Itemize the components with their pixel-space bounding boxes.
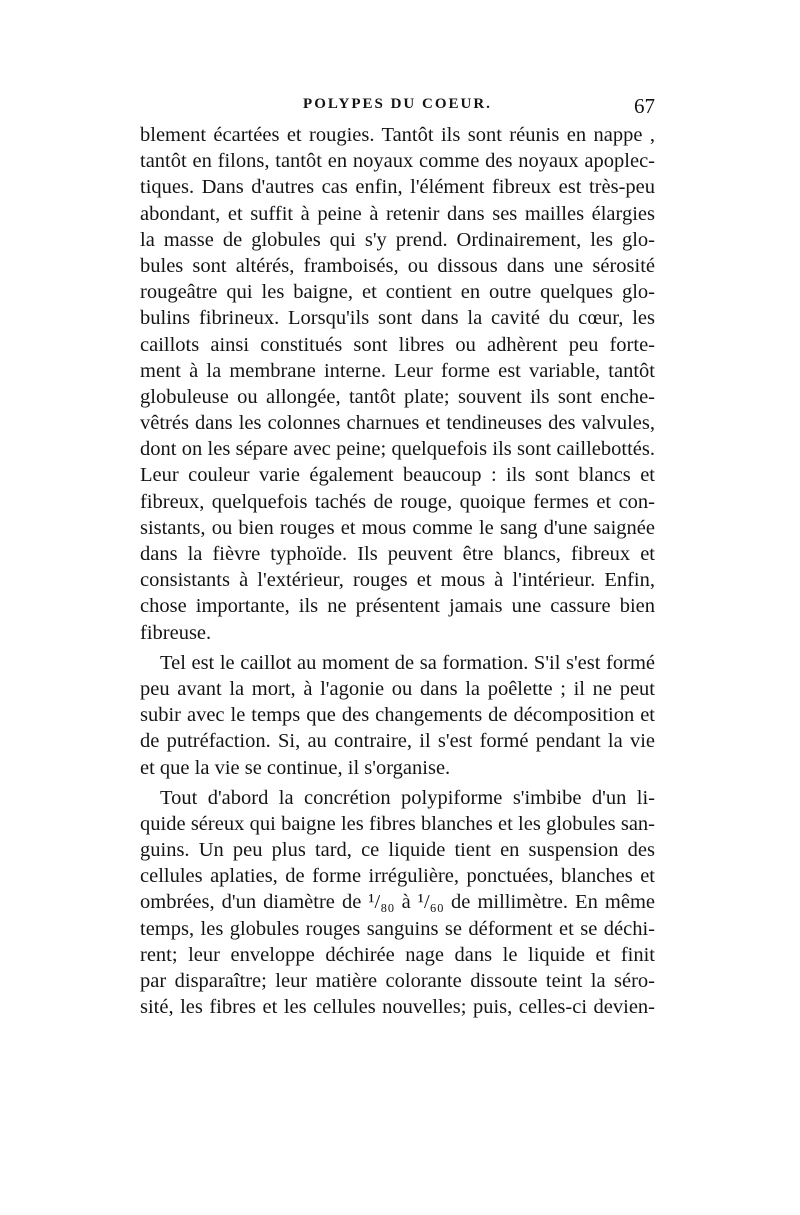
text-line: Tout d'abord la concrétion polypiforme s'imbibe d'un li-	[160, 786, 655, 809]
text-line: guins. Un peu plus tard, ce liquide tient en suspension des	[140, 839, 655, 862]
text-line: Leur couleur varie également beaucoup : ils sont blancs et	[140, 464, 655, 487]
running-head	[140, 96, 655, 120]
text-line: peu avant la mort, à l'agonie ou dans la poêlette ; il ne peut	[140, 677, 655, 700]
text-line: fibreuse.	[140, 621, 212, 644]
text-line: ombrées, d'un diamètre de ¹/₈₀ à ¹/₆₀ de millimètre. En même	[140, 891, 655, 914]
text-line: tantôt en filons, tantôt en noyaux comme des noyaux apoplec-	[140, 150, 655, 173]
text-line: dont on les sépare avec peine; quelquefois ils sont caillebottés.	[140, 438, 655, 461]
text-line: rent; leur enveloppe déchirée nage dans le liquide et finit	[140, 943, 655, 966]
text-line: sité, les fibres et les cellules nouvelles; puis, celles-ci devien-	[140, 996, 655, 1019]
text-line: caillots ainsi constitués sont libres ou adhèrent peu forte-	[140, 333, 655, 356]
running-title: POLYPES DU COEUR.	[303, 96, 492, 112]
text-line: la masse de globules qui s'y prend. Ordinairement, les glo-	[140, 228, 655, 251]
text-line: subir avec le temps que des changements de décomposition et	[140, 704, 655, 727]
paragraph	[140, 785, 655, 1021]
text-line: par disparaître; leur matière colorante dissoute teint la séro-	[140, 970, 655, 992]
page-number: 67	[634, 94, 655, 118]
text-line: bules sont altérés, framboisés, ou dissous dans une sérosité	[140, 254, 655, 277]
text-line: abondant, et suffit à peine à retenir dans ses mailles élargies	[140, 202, 655, 225]
text-line: de putréfaction. Si, au contraire, il s'est formé pendant la vie	[140, 730, 655, 753]
text-line: vêtrés dans les colonnes charnues et tendineuses des valvules,	[140, 412, 655, 435]
text-line: tiques. Dans d'autres cas enfin, l'élément fibreux est très-peu	[140, 176, 655, 199]
text-line: dans la fièvre typhoïde. Ils peuvent être blancs, fibreux et	[140, 543, 655, 565]
text-line: quide séreux qui baigne les fibres blanches et les globules san-	[140, 812, 655, 835]
text-line: cellules aplaties, de forme irrégulière, ponctuées, blanches et	[140, 865, 655, 888]
text-line: chose importante, ils ne présentent jamais une cassure bien	[140, 595, 655, 618]
body-text	[140, 122, 655, 1020]
text-line: consistants à l'extérieur, rouges et mous à l'intérieur. Enfin,	[140, 569, 655, 592]
text-line: bulins fibrineux. Lorsqu'ils sont dans la cavité du cœur, les	[140, 307, 655, 330]
text-line: fibreux, quelquefois tachés de rouge, quoique fermes et con-	[140, 490, 655, 513]
text-line: et que la vie se continue, il s'organise.	[140, 756, 451, 779]
text-line: globuleuse ou allongée, tantôt plate; souvent ils sont enche-	[140, 385, 655, 408]
text-line: sistants, ou bien rouges et mous comme le sang d'une saignée	[140, 516, 655, 539]
text-line: ment à la membrane interne. Leur forme est variable, tantôt	[140, 359, 655, 382]
paragraph	[140, 122, 655, 646]
text-line: blement écartées et rougies. Tantôt ils sont réunis en nappe ,	[140, 124, 655, 146]
text-line: temps, les globules rouges sanguins se déforment et se déchi-	[140, 917, 655, 940]
text-line: rougeâtre qui les baigne, et contient en outre quelques glo-	[140, 281, 655, 304]
paragraph	[140, 650, 655, 781]
text-line: Tel est le caillot au moment de sa formation. S'il s'est formé	[160, 651, 655, 674]
